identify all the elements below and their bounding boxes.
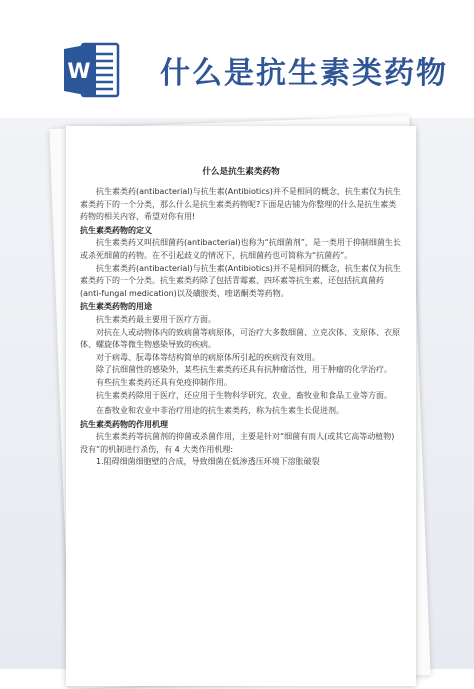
mechanism-paragraph-2: 1.阻碍细菌细胞壁的合成，导致细菌在低渗透压环境下溶胀破裂 xyxy=(96,457,320,467)
document-title: 什么是抗生素类药物 xyxy=(202,167,280,177)
uses-paragraph-7: 在畜牧业和农业中非治疗用途的抗生素类药，称为抗生素生长促进剂。 xyxy=(96,406,344,416)
mechanism-paragraph-1: 抗生素类药等抗菌剂的抑菌或杀菌作用，主要是针对“细菌有而人(或其它高等动植物)没有”的机制进行杀伤，有 4 大类作用机理: xyxy=(80,432,395,454)
uses-paragraph-4: 除了抗细菌性的感染外，某些抗生素类药还具有抗肿瘤活性，用于肿瘤的化学治疗。 xyxy=(96,365,392,375)
word-document-icon xyxy=(62,40,120,100)
header-banner xyxy=(0,0,474,118)
document-body xyxy=(80,166,402,469)
banner-title: 什么是抗生素类药物 xyxy=(160,56,448,91)
document-page xyxy=(66,126,416,686)
intro-paragraph: 抗生素类药(antibacterial)与抗生素(Antibiotics)并不是相同的概念，抗生素仅为抗生素类药下的一个分类，那么什么是抗生素类药物呢?下面是店铺为你整理的什么是抗生素类药物的相关内容，希望对你有用! xyxy=(80,187,401,222)
uses-paragraph-6: 抗生素类药除用于医疗，还应用于生物科学研究、农业、畜牧业和食品工业等方面。 xyxy=(96,390,392,400)
uses-paragraph-1: 抗生素类药最主要用于医疗方面。 xyxy=(96,314,216,324)
uses-paragraph-3: 对于病毒、朊毒体等结构简单的病原体所引起的疾病没有效用。 xyxy=(96,352,320,362)
uses-paragraph-5: 有些抗生素类药还具有免疫抑制作用。 xyxy=(96,377,232,387)
section-heading-uses: 抗生素类药物的用途 xyxy=(80,302,152,312)
definition-paragraph-1: 抗生素类药又叫抗细菌药(antibacterial)也称为“抗细菌剂”，是一类用于抑制细菌生长或杀死细菌的药物。在不引起歧义的情况下，抗细菌药也可简称为“抗菌药”。 xyxy=(80,238,401,260)
definition-paragraph-2: 抗生素类药(antibacterial)与抗生素(Antibiotics)并不是相同的概念，抗生素仅为抗生素类药下的一个分类。抗生素类药除了包括青霉素、四环素等抗生素，还包括抗真菌药(anti-fungal medication)以及磺胺类、喹诺酮类等药物。 xyxy=(80,263,401,298)
uses-paragraph-2: 对抗在人或动物体内的致病菌等病原体，可治疗大多数细菌、立克次体、支原体、衣原体、螺旋体等微生物感染导致的疾病。 xyxy=(80,327,400,350)
section-heading-mechanism: 抗生素类药物的作用机理 xyxy=(80,419,168,429)
section-heading-definition: 抗生素类药物的定义 xyxy=(80,225,152,235)
word-logo-letter: W xyxy=(67,59,91,83)
